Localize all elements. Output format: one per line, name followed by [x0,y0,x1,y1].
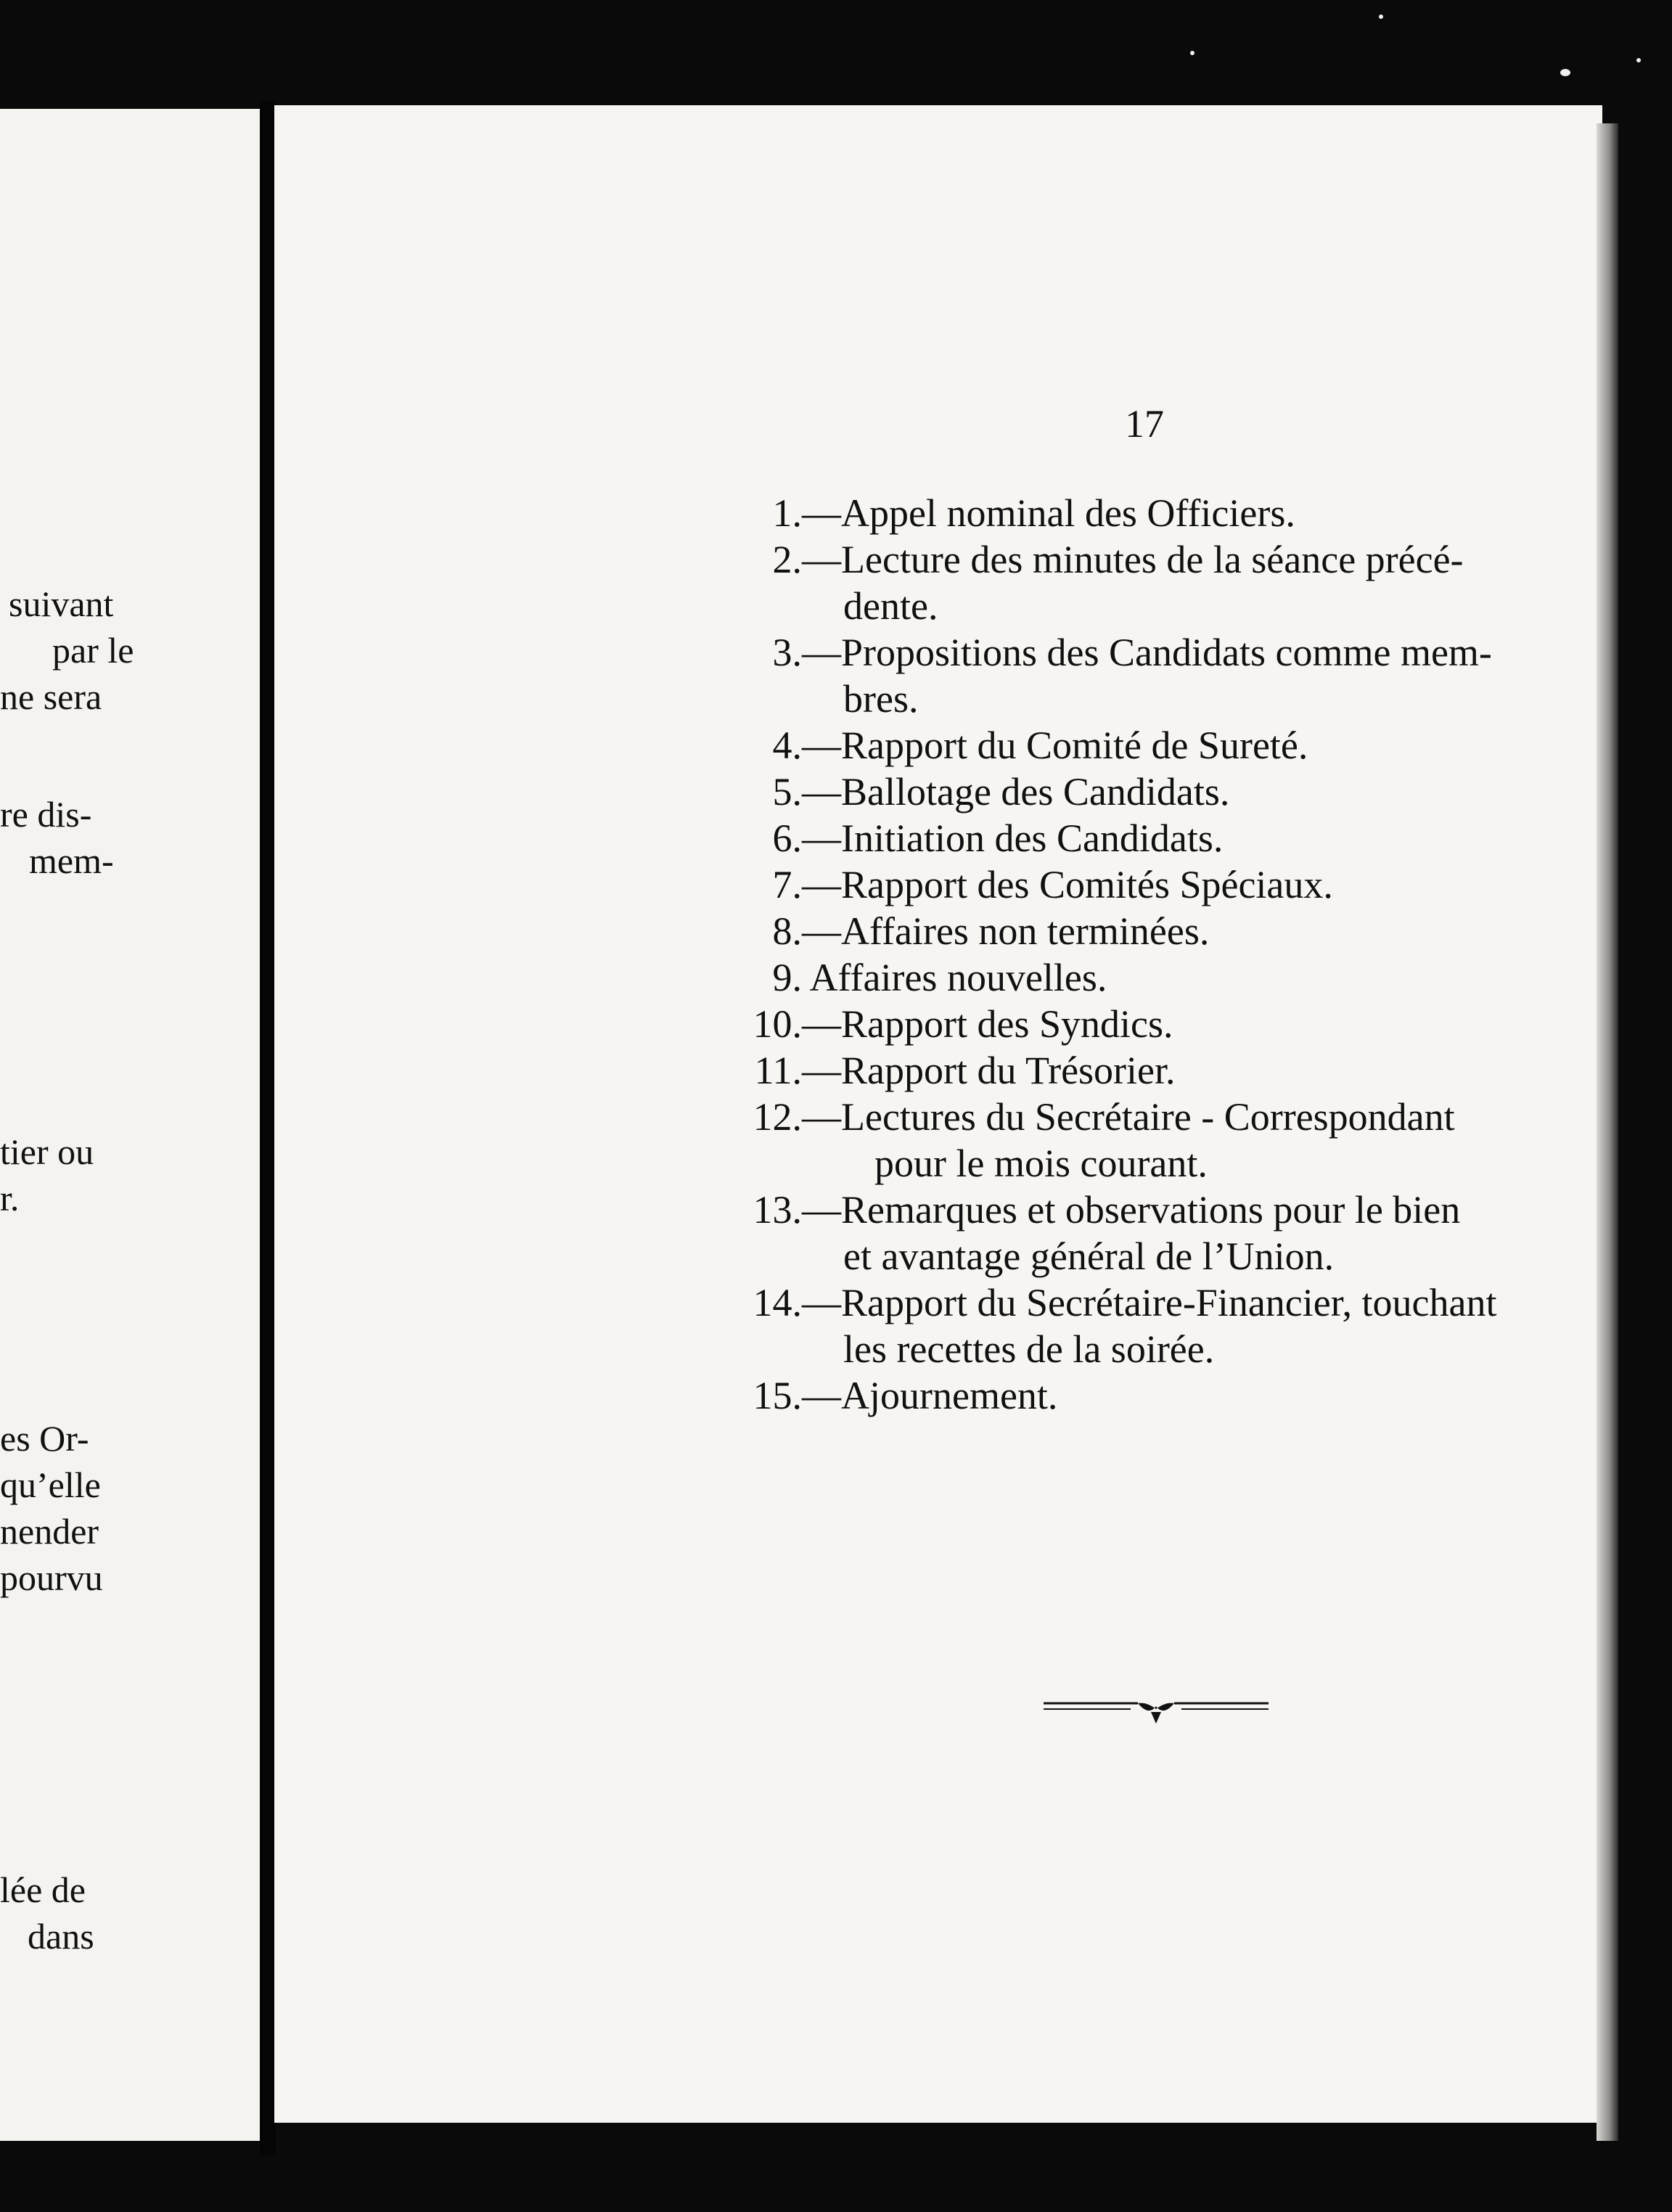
left-page-line: tier ou [0,1131,94,1172]
agenda-item-continuation: et avantage général de l’Union. [843,1234,1335,1278]
agenda-item-text: —Affaires non terminées. [802,909,1210,953]
agenda-item [704,490,1662,536]
agenda-item [704,1279,1662,1371]
page-stack-edge [1597,123,1618,2141]
agenda-item-number: 8. [772,909,802,953]
agenda-item-text: Affaires nouvelles. [802,956,1107,999]
agenda-item-text: —Rapport du Trésorier. [802,1049,1176,1092]
left-page-line: ne sera [0,676,102,717]
agenda-item-text: —Rapport du Comité de Sureté. [802,724,1308,767]
agenda-item-continuation: dente. [843,584,938,628]
agenda-item-text: —Rapport du Secrétaire-Financier, touchant [802,1281,1497,1324]
left-page-line: qu’elle [0,1465,101,1505]
agenda-item-text: —Rapport des Comités Spéciaux. [802,863,1333,906]
agenda-item [704,1372,1662,1419]
page-number: 17 [1125,402,1164,446]
agenda-item-text: —Lecture des minutes de la séance précé- [802,538,1464,581]
agenda-item [704,908,1662,954]
agenda-item-number: 12. [753,1095,802,1139]
agenda-item [704,722,1662,769]
agenda-item-continuation: bres. [843,677,919,721]
left-page-line: dans [28,1916,94,1957]
left-page-line: re dis- [0,794,92,835]
book-gutter [260,102,276,2155]
left-page-line: r. [0,1178,20,1218]
left-page-line: mem- [29,840,114,881]
left-page-line: pourvu [0,1557,103,1598]
agenda-item-number: 14. [753,1281,802,1324]
agenda-item [704,861,1662,908]
agenda-item-number: 3. [772,631,802,674]
previous-page-fragment [0,109,260,2141]
book-page [274,105,1602,2123]
agenda-item-text: —Propositions des Candidats comme mem- [802,631,1492,674]
agenda-item [704,815,1662,861]
agenda-item-text: —Ajournement. [802,1374,1058,1417]
agenda-item-continuation: les recettes de la soirée. [843,1327,1215,1371]
left-page-line: par le [52,630,134,671]
scan-speck [1379,15,1383,19]
agenda-item-number: 2. [772,538,802,581]
agenda-item [704,1001,1662,1047]
agenda-item [704,769,1662,815]
agenda-item-text: —Appel nominal des Officiers. [802,491,1295,535]
agenda-item-text: —Lectures du Secrétaire - Correspondant [802,1095,1455,1139]
agenda-item-number: 10. [753,1002,802,1046]
agenda-item-text: —Rapport des Syndics. [802,1002,1173,1046]
scan-speck [1560,69,1570,76]
agenda-item [704,1187,1662,1278]
left-page-line: es Or- [0,1418,89,1459]
left-page-line: lée de [0,1869,86,1910]
left-page-line: nender [0,1511,99,1552]
agenda-item [704,1094,1662,1185]
agenda-item-continuation: pour le mois courant. [874,1142,1208,1185]
agenda-item-number: 11. [754,1049,802,1092]
ornament-divider-icon [1044,1687,1269,1731]
scan-speck [1190,51,1194,55]
agenda-item-number: 15. [753,1374,802,1417]
agenda-item-number: 9. [772,956,802,999]
agenda-item-number: 1. [772,491,802,535]
agenda-item-number: 6. [772,816,802,860]
agenda-item-text: —Ballotage des Candidats. [802,770,1230,814]
agenda-item [704,954,1662,1001]
agenda-item [704,629,1662,721]
left-page-line: suivant [9,583,114,624]
agenda-item-number: 5. [772,770,802,814]
agenda-item-number: 13. [753,1188,802,1232]
agenda-item-number: 4. [772,724,802,767]
agenda-item-text: —Initiation des Candidats. [802,816,1224,860]
agenda-item [704,1047,1662,1094]
agenda-item-text: —Remarques et observations pour le bien [802,1188,1461,1232]
agenda-item [704,536,1662,628]
scan-speck [1636,58,1641,62]
agenda-item-number: 7. [772,863,802,906]
